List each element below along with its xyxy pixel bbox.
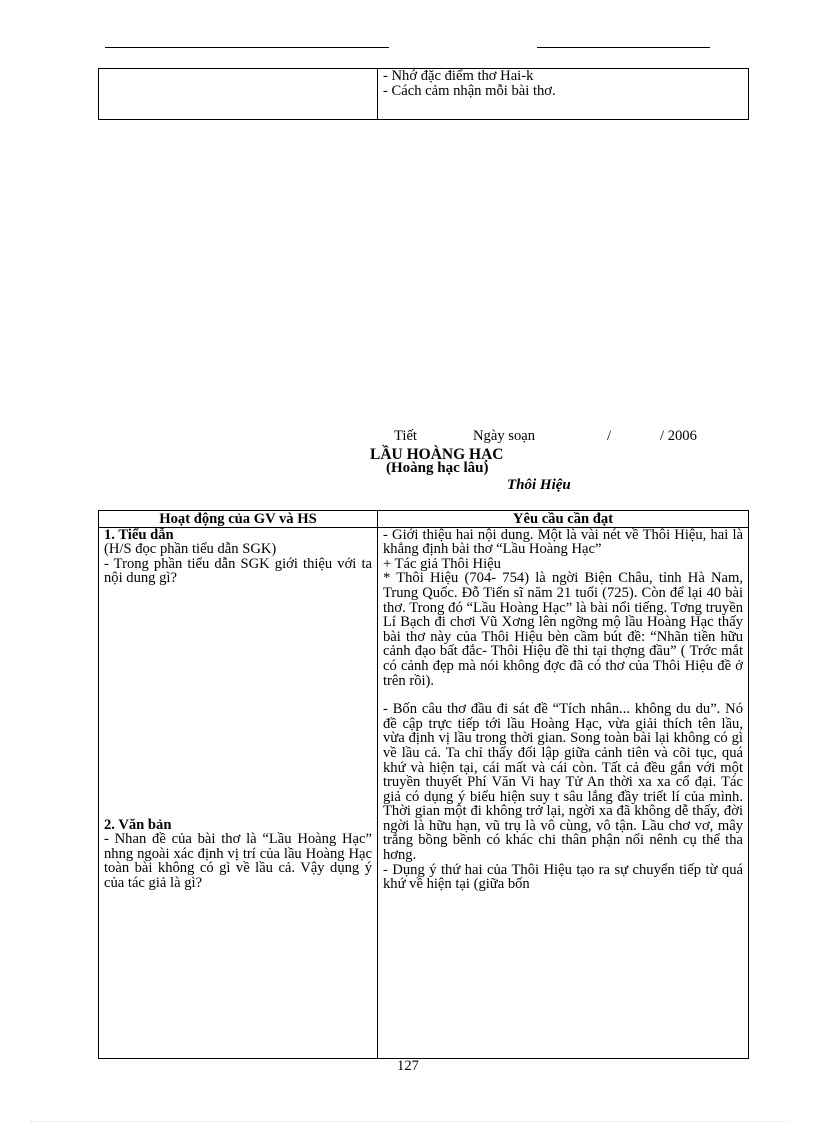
lesson-date-slash-1: / [607, 428, 612, 444]
objectives-left-cell [99, 69, 378, 120]
lesson-date-year: / 2006 [660, 428, 697, 444]
lesson-plan-table [98, 510, 749, 1059]
lesson-ngay-soan: Ngày soạn [473, 428, 536, 444]
objective-line-1: - Nhớ đặc điểm thơ Hai-k [383, 68, 534, 84]
section-2-title: 2. Văn bản [104, 816, 172, 833]
objectives-right-cell [378, 69, 749, 120]
req-author-bio: * Thôi Hiệu (704- 754) là ngời Biện Châu, tỉnh Hà Nam, Trung Quốc. Đỗ Tiến sĩ năm 21 tuổi (725). Còn để lại 40 bài thơ. Trong đó “Lầu Hoàng Hạc” là bài nổi tiếng. Tơng truyền Lí Bạch đi chơi Vũ Xơng lên ngỡng mộ lầu Hoàng Hạc thấy bài thơ này của Thôi Hiệu bèn cầm bút đề: “Nhãn tiền hữu cảnh đạo bất đắc- Thôi Hiệu đề thi tại thợng đầu” ( Trớc mắt có cảnh đẹp mà nói không đợc đã có thơ của Thôi Hiệu đề ở trên rồi). [383, 570, 743, 689]
bottom-border [30, 1121, 786, 1122]
header-rule-left [105, 47, 389, 48]
page-number: 127 [397, 1058, 419, 1074]
req-first-quatrain: - Bốn câu thơ đầu đi sát đề “Tích nhân... không du du”. Nó đề cập trực tiếp tới lầu Hoàng Hạc, vừa giải thích tên lầu, vừa định vị lầu trong thời gian. Song toàn bài lại không có gì về lầu cả. Ta chỉ thấy đối lập giữa cảnh tiên và cõi tục, quá khứ và hiện tại, cái mất và cái còn. Tất cả đều gắn với một truyền thuyết Phí Văn Vi hay Tử An thời xa xa cổ đại. Tác giả có dụng ý biểu hiện suy t sâu lắng đầy triết lí của mình. Thời gian một đi không trở lại, ngời xa đã không dễ thấy, đời ngời là hữu hạn, vũ trụ là vô cùng, vô tận. Lầu chơ vơ, mây trắng bồng bềnh có khác chi thân phận nổi nênh cụ thể tha hơng. [383, 701, 743, 864]
req-second-intent: - Dụng ý thứ hai của Thôi Hiệu tạo ra sự chuyển tiếp từ quá khứ về hiện tại (giữa bốn [383, 861, 743, 893]
header-requirements: Yêu cầu cần đạt [378, 511, 749, 528]
req-author-heading: + Tác giả Thôi Hiệu [383, 555, 501, 572]
lesson-subtitle: (Hoàng hạc lâu) [386, 460, 489, 476]
activities-cell [99, 527, 378, 1058]
objective-line-2: - Cách cảm nhận mỗi bài thơ. [383, 82, 556, 99]
section-1-question: - Trong phần tiểu dẫn SGK giới thiệu với ta nội dung gì? [104, 555, 372, 587]
req-intro: - Giới thiệu hai nội dung. Một là vài nét về Thôi Hiệu, hai là khẳng định bài thơ “Lầu Hoàng Hạc” [383, 527, 743, 558]
section-2-question: - Nhan đề của bài thơ là “Lầu Hoàng Hạc” nhng ngoài xác định vị trí của lầu Hoàng Hạc toàn bài không có gì về lầu cả. Vậy dụng ý của tác giả là gì? [104, 831, 372, 891]
lesson-tiet: Tiết [394, 428, 417, 444]
objectives-table [98, 68, 749, 120]
section-1-title: 1. Tiểu dẫn [104, 526, 174, 543]
section-1-instruction: (H/S đọc phần tiểu dẫn SGK) [104, 541, 277, 558]
requirements-cell [378, 527, 749, 1058]
lesson-author: Thôi Hiệu [507, 477, 571, 493]
header-activities: Hoạt động của GV và HS [99, 511, 378, 528]
header-rule-right [537, 47, 710, 48]
lesson-title: LẦU HOÀNG HẠC [370, 446, 504, 463]
